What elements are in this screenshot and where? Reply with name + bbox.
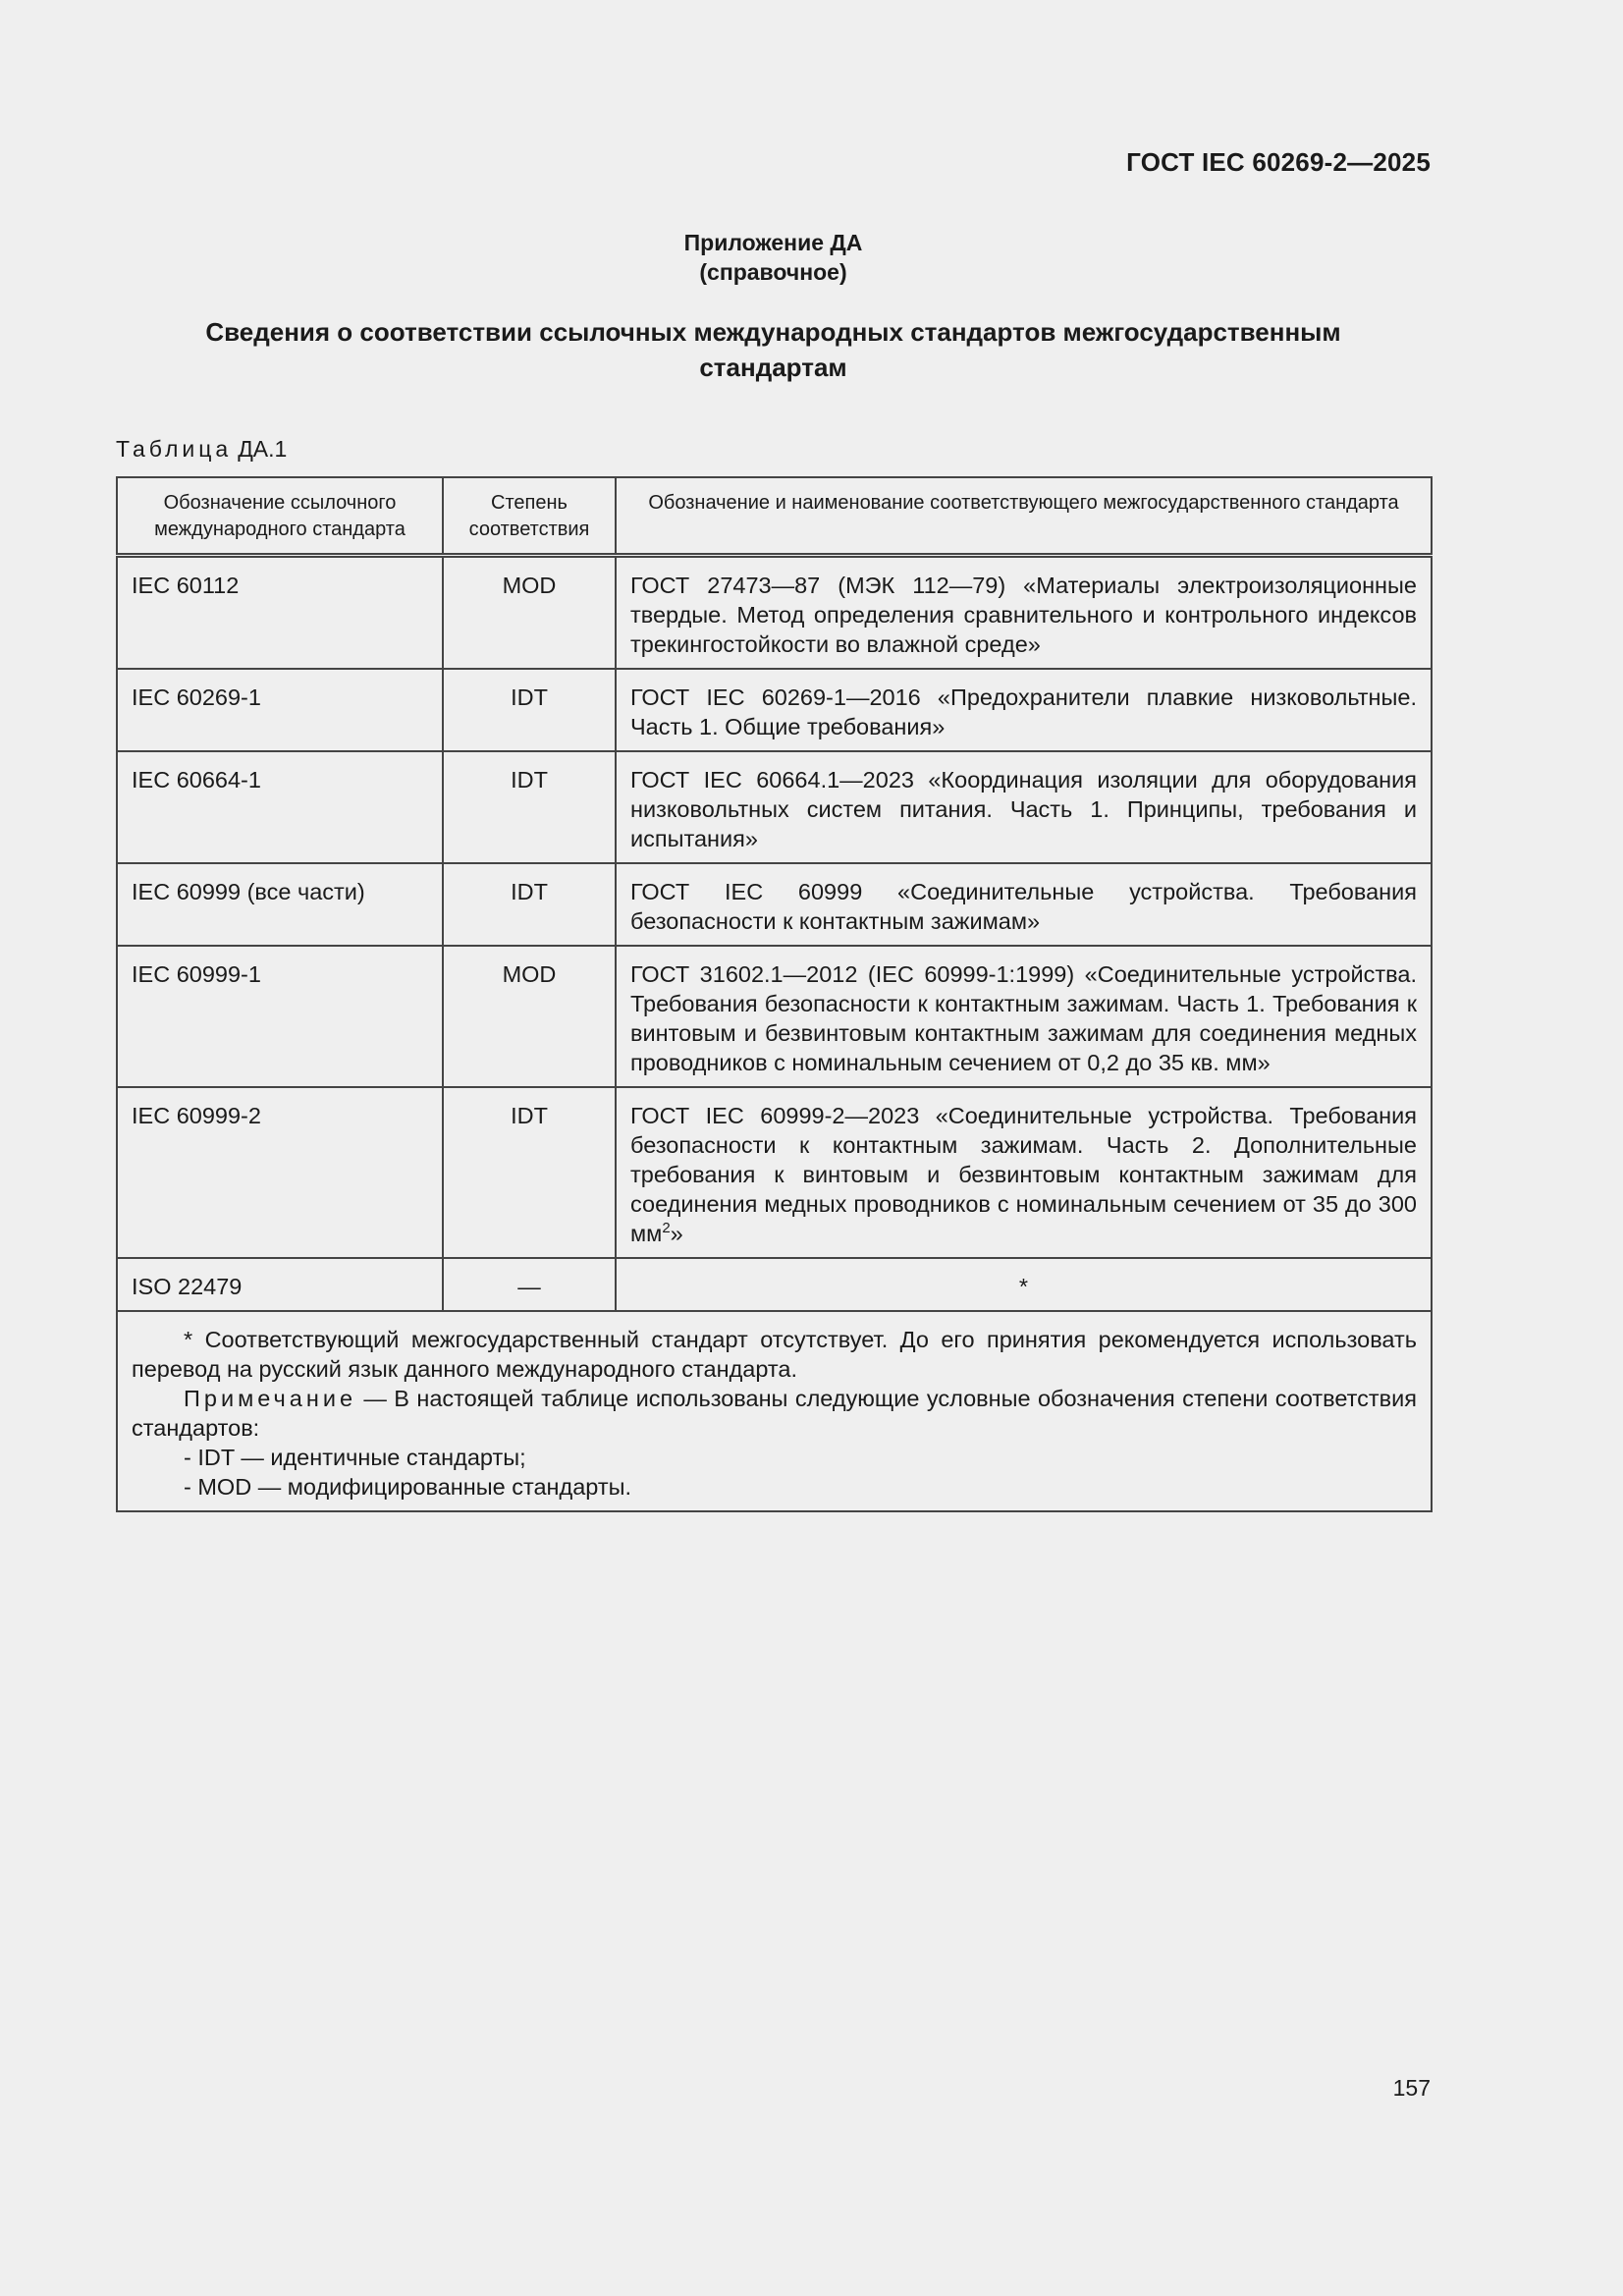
table-caption — [116, 436, 287, 463]
superscript-exponent: 2 — [662, 1220, 671, 1237]
legend-item-idt: - IDT — идентичные стандарты; — [184, 1445, 526, 1470]
standard-code-cell: IEC 60664-1 — [117, 751, 443, 863]
column-header-international-standard: Обозначение ссылочного международного стандарта — [117, 477, 443, 556]
note-label: Примечание — [184, 1386, 357, 1411]
interstate-standard-cell — [616, 1087, 1432, 1258]
table-row — [117, 751, 1432, 863]
degree-cell: IDT — [443, 669, 616, 751]
interstate-standard-cell: * — [616, 1258, 1432, 1311]
table-caption-label: Таблица — [116, 436, 233, 462]
section-title: Сведения о соответствии ссылочных международных стандартов межгосударственным стандартам — [205, 317, 1341, 382]
interstate-standard-cell: ГОСТ 31602.1—2012 (IEC 60999-1:1999) «Соединительные устройства. Требования безопасности к контактным зажимам. Часть 1. Требования к винтовым и безвинтовым контактным зажимам для соединения медных проводников с номинальным сечением от 0,2 до 35 кв. мм» — [616, 946, 1432, 1087]
standards-table — [116, 476, 1433, 1512]
column-header-interstate-standard: Обозначение и наименование соответствующего межгосударственного стандарта — [616, 477, 1432, 556]
table-row — [117, 863, 1432, 946]
degree-cell: MOD — [443, 556, 616, 670]
standard-code-cell: ISO 22479 — [117, 1258, 443, 1311]
standard-code-cell: IEC 60999-2 — [117, 1087, 443, 1258]
table-notes-row — [117, 1311, 1432, 1511]
page-number: 157 — [1392, 2075, 1431, 2101]
annex-heading — [0, 228, 1546, 287]
table-caption-number: ДА.1 — [238, 436, 288, 462]
table-footnote: * Соответствующий межгосударственный стандарт отсутствует. До его принятия рекомендуется использовать перевод на русский язык данного международного стандарта. — [132, 1327, 1417, 1382]
document-code: ГОСТ IEC 60269-2—2025 — [1126, 147, 1431, 177]
table-row — [117, 669, 1432, 751]
standard-code-cell: IEC 60999-1 — [117, 946, 443, 1087]
table-note — [132, 1384, 1417, 1443]
note-text: — В настоящей таблице использованы следующие условные обозначения степени соответствия стандартов: — [132, 1386, 1417, 1441]
degree-cell: IDT — [443, 1087, 616, 1258]
interstate-standard-cell: ГОСТ IEC 60664.1—2023 «Координация изоляции для оборудования низковольтных систем питания. Часть 1. Принципы, требования и испытания» — [616, 751, 1432, 863]
interstate-standard-cell: ГОСТ IEC 60269-1—2016 «Предохранители плавкие низковольтные. Часть 1. Общие требования» — [616, 669, 1432, 751]
standard-code-cell: IEC 60269-1 — [117, 669, 443, 751]
annex-title: Приложение ДА — [683, 230, 863, 255]
standard-code-cell: IEC 60999 (все части) — [117, 863, 443, 946]
table-notes — [117, 1311, 1432, 1511]
column-header-degree: Степень соответствия — [443, 477, 616, 556]
annex-subtitle: (справочное) — [699, 259, 847, 285]
interstate-standard-cell: ГОСТ 27473—87 (МЭК 112—79) «Материалы электроизоляционные твердые. Метод определения сравнительного и контрольного индексов трекингостойкости во влажной среде» — [616, 556, 1432, 670]
table-row — [117, 1258, 1432, 1311]
table-row — [117, 1087, 1432, 1258]
table-header-row — [117, 477, 1432, 556]
degree-cell: IDT — [443, 751, 616, 863]
table-row — [117, 946, 1432, 1087]
legend-item-mod: - MOD — модифицированные стандарты. — [184, 1474, 632, 1500]
interstate-standard-text: ГОСТ IEC 60999-2—2023 «Соединительные устройства. Требования безопасности к контактным зажимам. Часть 2. Дополнительные требования к винтовым и безвинтовым контактным зажимам для соединения медных проводников с номинальным сечением от 35 до 300 мм — [630, 1103, 1417, 1246]
interstate-standard-cell: ГОСТ IEC 60999 «Соединительные устройства. Требования безопасности к контактным зажимам» — [616, 863, 1432, 946]
closing-quote: » — [670, 1221, 683, 1246]
standard-code-cell: IEC 60112 — [117, 556, 443, 670]
table-row — [117, 556, 1432, 670]
degree-cell: IDT — [443, 863, 616, 946]
degree-cell: — — [443, 1258, 616, 1311]
degree-cell: MOD — [443, 946, 616, 1087]
